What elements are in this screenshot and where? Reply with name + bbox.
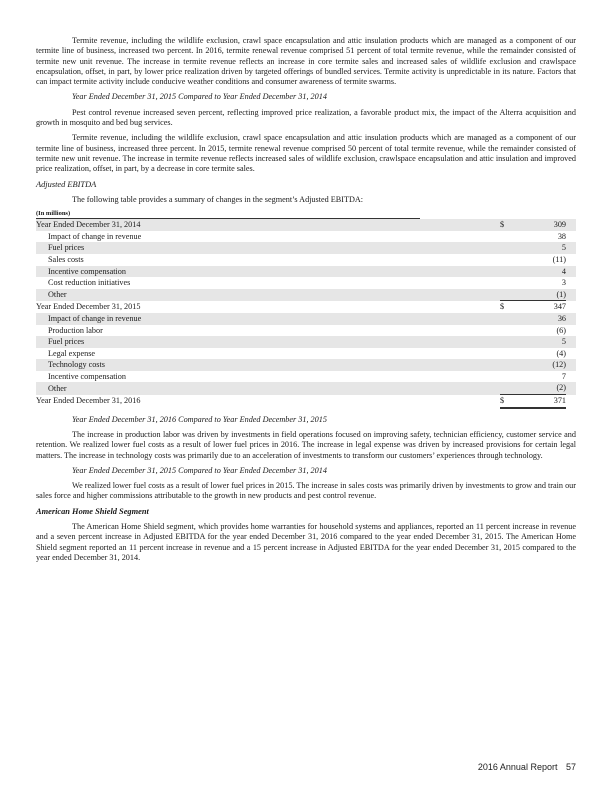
ahs-segment-heading: American Home Shield Segment: [36, 506, 149, 516]
table-row: [36, 371, 576, 383]
row-value: (12): [512, 359, 566, 371]
row-currency: $: [500, 395, 512, 408]
row-value: 38: [557, 231, 566, 241]
body-paragraph: Termite revenue, including the wildlife exclusion, crawl space encapsulation and attic insulation products which are managed as a component of our termite line of business, increased three percent. In 2015, termite renewal revenue comprised 50 percent of total termite revenue, while the remainder consisted of termite new unit revenue. The increase in termite revenue reflects increased sales of wildlife exclusion, crawlspace encapsulation and attic insulation and improved price realization, offset, in part, by a decrease in core termite sales.: [36, 133, 576, 174]
table-intro: The following table provides a summary of changes in the segment’s Adjusted EBITDA:: [72, 194, 364, 204]
row-value: (11): [552, 254, 566, 264]
adjusted-ebitda-table: [36, 219, 576, 409]
row-currency: [500, 336, 512, 348]
row-label: Cost reduction initiatives: [48, 278, 131, 288]
row-spacer: [566, 242, 576, 254]
paragraphs-2015-vs-2014-b: [36, 481, 576, 502]
row-currency: [500, 289, 512, 301]
row-label: Sales costs: [48, 254, 84, 264]
body-paragraph: Pest control revenue increased seven percent, reflecting improved price realization, a favorable product mix, the impact of the Alterra acquisition and growth in mosquito and bed bug services.: [36, 107, 576, 128]
row-label: Year Ended December 31, 2015: [36, 302, 141, 312]
row-label: Technology costs: [36, 359, 500, 371]
row-label: Year Ended December 31, 2014: [36, 219, 500, 231]
row-label: Other: [36, 289, 500, 301]
row-currency: [500, 266, 512, 278]
table-row: [36, 231, 576, 243]
subheading-2015-vs-2014-b: Year Ended December 31, 2015 Compared to Year Ended December 31, 2014: [72, 465, 327, 475]
row-spacer: [566, 371, 576, 383]
body-paragraph: We realized lower fuel costs as a result of lower fuel prices in 2015. The increase in sales costs was primarily driven by investments to grow and train our sales force and higher commissions attributable to the growth in new products and pest control revenue.: [36, 481, 576, 501]
subheading-2015-vs-2014: Year Ended December 31, 2015 Compared to Year Ended December 31, 2014: [72, 92, 327, 102]
adjusted-ebitda-heading: Adjusted EBITDA: [36, 179, 97, 189]
table-row: [36, 348, 576, 360]
row-currency: [500, 313, 512, 325]
row-currency: [500, 325, 512, 337]
paragraphs-2016-vs-2015: [36, 430, 576, 461]
table-row: [36, 382, 576, 394]
footer-page-number: 57: [565, 762, 576, 772]
body-paragraph: Termite revenue, including the wildlife exclusion, crawl space encapsulation and attic insulation products which are managed as a component of our termite line of business, increased two percent. In 2016, termite renewal revenue comprised 51 percent of total termite revenue, while the remainder consisted of termite new unit revenue. The increase in termite revenue reflects an increase in core termite sales and increased sales of wildlife exclusion and crawlspace encapsulation, offset, in part, by lower price realization driven by targeted offerings of bundled services. Termite activity is unpredictable in its nature. Factors that can impact termite activity include conducive weather conditions and consumer awareness of termite swarms.: [36, 36, 576, 87]
row-label: Incentive compensation: [36, 266, 500, 278]
row-currency: [500, 359, 512, 371]
row-label: Year Ended December 31, 2016: [36, 396, 141, 406]
table-row: [36, 301, 576, 313]
row-value: (1): [512, 289, 566, 301]
table-units-label: (In millions): [36, 210, 420, 219]
table-row: [36, 289, 576, 301]
row-spacer: [566, 359, 576, 371]
subheading-2016-vs-2015: Year Ended December 31, 2016 Compared to Year Ended December 31, 2015: [72, 414, 327, 424]
row-label: Production labor: [48, 325, 103, 335]
table-row: [36, 266, 576, 278]
table-row: [36, 325, 576, 337]
table-row: [36, 359, 576, 371]
table-row: [36, 313, 576, 325]
table-row: [36, 254, 576, 266]
row-spacer: [566, 395, 576, 408]
paragraphs-top: [36, 36, 576, 87]
row-spacer: [566, 231, 576, 243]
row-value: 309: [512, 219, 566, 231]
row-spacer: [566, 382, 576, 394]
paragraphs-2015-vs-2014: [36, 108, 576, 175]
table-row: [36, 219, 576, 231]
row-label: Legal expense: [48, 348, 96, 358]
row-spacer: [566, 336, 576, 348]
row-label: Other: [36, 382, 500, 394]
row-value: 5: [512, 336, 566, 348]
row-label: Incentive compensation: [48, 371, 126, 381]
row-value: 371: [512, 395, 566, 408]
row-spacer: [566, 289, 576, 301]
row-currency: [500, 242, 512, 254]
row-value: 7: [561, 371, 566, 381]
row-spacer: [566, 348, 576, 360]
table-row: [36, 395, 576, 408]
row-value: 36: [512, 313, 566, 325]
paragraphs-ahs: [36, 522, 576, 563]
row-spacer: [566, 254, 576, 266]
page-footer: [472, 762, 576, 772]
row-value: (4): [556, 348, 566, 358]
row-currency: [500, 277, 512, 289]
row-currency: $: [500, 301, 512, 313]
row-value: 5: [512, 242, 566, 254]
table-row: [36, 336, 576, 348]
row-label: Fuel prices: [36, 242, 500, 254]
row-value: 4: [512, 266, 566, 278]
body-paragraph: The American Home Shield segment, which provides home warranties for household systems and appliances, reported an 11 percent increase in revenue and a seven percent increase in Adjusted EBITDA for the year ended December 31, 2016 compared to the year ended December 31, 2015. The American Home Shield segment reported an 11 percent increase in revenue and a 15 percent increase in Adjusted EBITDA for the year ended December 31, 2015 compared to the year ended December 31, 2014.: [36, 522, 576, 562]
row-label: Fuel prices: [36, 336, 500, 348]
row-label: Impact of change in revenue: [48, 231, 142, 241]
row-spacer: [566, 277, 576, 289]
body-paragraph: The increase in production labor was driven by investments in field operations focused on improving safety, technician efficiency, customer service and retention. We realized lower fuel costs as a result of lower fuel prices in 2016. The increase in legal expense was driven by increased provisions for certain legal matters. The increase in technology costs was primarily due to an acceleration of investments to transform our customers’ experiences through technology.: [36, 429, 576, 460]
row-spacer: [566, 266, 576, 278]
row-currency: $: [500, 219, 512, 231]
row-currency: [500, 254, 512, 266]
row-currency: [500, 231, 512, 243]
table-row: [36, 277, 576, 289]
document-page: [36, 36, 576, 568]
row-spacer: [566, 313, 576, 325]
row-spacer: [566, 219, 576, 231]
row-value: 3: [561, 278, 566, 288]
row-value: (6): [556, 325, 566, 335]
row-value: 347: [512, 301, 566, 313]
row-spacer: [566, 325, 576, 337]
row-label: Impact of change in revenue: [36, 313, 500, 325]
row-spacer: [566, 301, 576, 313]
row-currency: [500, 348, 512, 360]
row-currency: [500, 371, 512, 383]
footer-report-title: 2016 Annual Report: [477, 762, 558, 772]
table-row: [36, 242, 576, 254]
row-currency: [500, 382, 512, 394]
row-value: (2): [512, 382, 566, 394]
